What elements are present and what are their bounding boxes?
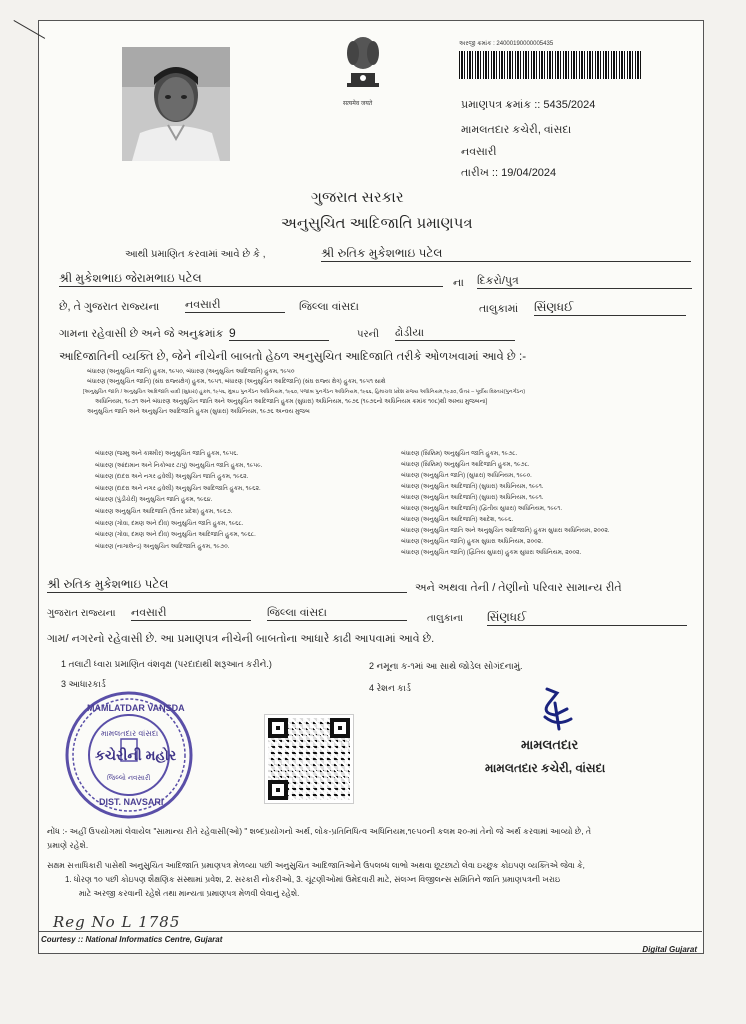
basis-item: 2 નમૂના ક-૧માં આ સાથે જોડેલ સોગંદનામું. [369, 661, 523, 671]
certificate-page [38, 20, 704, 954]
village-line: ગામ/ નગરનો રહેવાસી છે. આ પ્રમાણપત્ર નીચેની બાબતોના આધારે કાઢી આપવામાં આવે છે. [47, 633, 435, 645]
order-line: [અનુસુચિત જાતિ / અનુસુચિત આદિજાતિ યાદી (સુધારા) હુકમ, ૧૯૫૬, મુંબઇ પુનર્ગઠન અધિનિયમ, ૧૯૬૦, પંજાબ પુનર્ગઠન અધિનિયમ, ૧૯૬૬, હિમાચલ પ્રદેશ રાજ્ય અધિનિયમ,૧૯૭૦, ઉત્તર – પૂર્વીય વિસ્તાર(પુનર્ગઠન) [83, 389, 526, 395]
orders-block [83, 367, 687, 417]
residence-taluka: સિંણધઈ [487, 610, 687, 626]
basis-item: 4 રેશન કાર્ડ [369, 683, 411, 693]
certificate-title: અનુસુચિત આદિજાતિ પ્રમાણપત્ર [281, 215, 473, 232]
order-item: બંધારણ (અનુસુચિત આદિજાતિ) (દ્વિતીય સુધારા) અધિનિયમ, ૧૯૯૧. [401, 506, 563, 512]
order-item: બંધારણ (દાદરા અને નગર હવેલી) અનુસુચિત આદિજાતિ હુકમ, ૧૯૬૨. [95, 485, 261, 492]
order-item: બંધારણ (જમ્મુ અને કાશ્મીર) અનુસુચિત જાતિ હુકમ, ૧૯૫૬. [95, 451, 239, 457]
relation: દિકરો/પુત્ર [477, 275, 692, 289]
residence-state: ગુજરાત રાજ્યના [47, 608, 116, 619]
family-text: અને અથવા તેની / તેણીનો પરિવાર સામાન્ય રીતે [415, 582, 622, 594]
order-item: બંધારણ (અનુસુચિત જાતિ) (દ્વિતિય સુધારા) હુકમ સુધારા અધિનિયમ, ૨૦૦૨. [401, 550, 582, 556]
handwritten-registration: Reg No L 1785 [53, 913, 181, 931]
order-item: બંધારણ (અનુસુચિત જાતિ અને અનુસુચિત આદિજાતિ) હુકમ સુધારા અધિનિયમ, ૨૦૦૨. [401, 528, 610, 534]
signature-title: મામલતદાર [521, 737, 579, 752]
of-text: ના [453, 277, 464, 289]
footer-courtesy: Courtesy :: National Informatics Centre, Gujarat [41, 935, 223, 944]
issuing-district: નવસારી [461, 146, 497, 158]
national-emblem-icon [341, 29, 385, 99]
footer-divider [39, 931, 702, 932]
tribe-name: ઢોડીયા [395, 327, 515, 341]
government-title: ગુજરાત સરકાર [311, 189, 404, 206]
order-item: બંધારણ (પુંડીચેરી) અનુસુચિત જાતિ હુકમ, ૧૯૬૪. [95, 497, 213, 504]
of-label: પરની [357, 329, 379, 340]
order-line: અનુસુચિત જાતિ અને અનુસુચિત આદિજાતિ હુકમ (સુધારા) અધિનિયમ, ૧૯૭૬ અન્વય મુજબ [87, 409, 310, 415]
taluka-label: તાલુકામાં [479, 303, 519, 315]
certificate-number: પ્રમાણપત્ર ક્રમાંક :: 5435/2024 [461, 99, 596, 111]
footer-digital: Digital Gujarat [642, 945, 697, 954]
order-item: બંધારણ (અનુસુચિત જાતિ) (સુધારા) અધિનિયમ, ૧૯૯૦. [401, 473, 532, 479]
order-item: બંધારણ (અનુસુચિત આદિજાતિ) (સુધારા) અધિનિયમ, ૧૯૯૧. [401, 484, 544, 490]
order-item: બંધારણ (સિક્કિમ) અનુસુચિત આદિજાતિ હુકમ, ૧૯૭૮. [401, 462, 530, 468]
note-line2: પ્રમાણે રહેશે. [47, 841, 89, 850]
order-item: બંધારણ (અનુસુચિત જાતિ) હુકમ સુધારા અધિનિયમ, ૨૦૦૨. [401, 539, 543, 545]
basis-item: 3 આધારકાર્ડ [61, 679, 106, 689]
seal-inner-line3: જિલ્લો નવસારી [107, 775, 151, 782]
residence-district: નવસારી [131, 607, 251, 621]
orders-list-left [95, 449, 375, 553]
father-name: શ્રી મુકેશભાઇ જેરામભાઇ પટેલ [59, 271, 443, 287]
resident-name: શ્રી રુતિક મુકેશભાઇ પટેલ [47, 577, 407, 593]
order-line: બંધારણ (અનુસુચિત જાતિ) (સંઘ રાજ્યક્ષેત્ર) હુકમ, ૧૯૫૧, બંધારણ (અનુસુચિત આદિજાતિ) (સંઘ રાજ્ય ક્ષેત્ર) હુકમ, ૧૯૫૧ સાથે [87, 379, 386, 385]
application-barcode [459, 51, 641, 79]
residence-taluka-label: તાલુકાના [427, 613, 464, 624]
issue-date: તારીખ :: 19/04/2024 [461, 167, 557, 179]
signature-office: મામલતદાર કચેરી, વાંસદા [485, 761, 606, 775]
note-para2: 1. ધોરણ ૧૦ પછી કોઇપણ શૈક્ષણિક સંસ્થામાં પ્રવેશ, 2. સરકારી નોકરીઓ, 3. ચૂંટણીઓમાં ઉમેદવારી માટે, સંલગ્ન વિજીલન્સ સમિતિને જાતિ પ્રમાણપત્રની ખરાઇ [65, 875, 561, 884]
order-item: બંધારણ (ગોવા, દમણ અને દીવ) અનુસુચિત જાતિ હુકમ, ૧૯૬૮. [95, 520, 244, 527]
order-line: બંધારણ (અનુસુચિત જાતિ) હુકમ, ૧૯૫૦, બંધારણ (અનુસુચિત આદિજાતિ) હુકમ, ૧૯૫૦ [87, 369, 295, 375]
order-item: બંધારણ (નાગાલેન્ડ) અનુસુચિત આદિજાતિ હુકમ, ૧૯૭૦. [95, 543, 230, 550]
applicant-photo [122, 47, 230, 161]
order-item: બંધારણ અનુસુચિત આદિજાતિ (ઉત્તર પ્રદેશ) હુકમ, ૧૯૬૭. [95, 508, 233, 515]
order-item: બંધારણ (અનુસુચિત આદિજાતિ) આદેશ, ૧૯૯૬. [401, 517, 514, 523]
emblem-motto: सत्यमेव जयते [343, 101, 373, 107]
person-photo-icon [122, 47, 230, 161]
issuing-office: મામલતદાર કચેરી, વાંસદા [461, 124, 572, 136]
verification-qr-code [265, 715, 353, 803]
official-seal [63, 689, 195, 821]
basis-item: 1 તલાટી ધ્વારા પ્રમાણિત વંશવૃક્ષ (પરદાદાથી શરૂઆત કરીને.) [61, 659, 272, 669]
residence-district-label: જિલ્લા વાંસદા [267, 607, 407, 621]
village-prefix: ગામના રહેવાસી છે અને જે અનુક્રમાંક [59, 328, 224, 340]
order-item: બંધારણ (આંદામાન અને નિકોબાર ટાપુ) અનુસુચિત જાતિ હુકમ, ૧૯૫૯. [95, 462, 263, 469]
note-para1: સક્ષમ સત્તાધિકારી પાસેથી અનુસુચિત આદિજાતિ પ્રમાણપત્ર મેળવ્યા પછી અનુસુચિત આદિજાતિઓને ઉપલબ્ધ લાભો અથવા છૂટછાટો લેવા ઇચ્છુક કોઇપણ વ્યક્તિએ જેવા કે, [47, 861, 585, 870]
district-value: નવસારી [185, 299, 285, 313]
order-item: બંધારણ (અનુસુચિત આદિજાતિ) (સુધારા) અધિનિયમ, ૧૯૯૧. [401, 495, 544, 501]
state-prefix: છે, તે ગુજરાત રાજ્યના [59, 301, 160, 313]
note-para3: માટે અરજી કરવાની રહેશે તથા માન્યતા પ્રમાણપત્ર મેળવી લેવાનું રહેશે. [79, 889, 300, 898]
seal-inner-line1: મામલતદાર વાંસદા [101, 729, 159, 738]
note-line1: નોંધ :- અહીં ઉપયોગમાં લેવાયેલ "સામાન્ય રીતે રહેવાસી(ઓ) " શબ્દપ્રયોગનો અર્થ, લોક-પ્રતિનિધિત્વ અધિનિયમ,૧૯૫૦ની કલમ ૨૦-માં તેનો જે અર્થ કરવામાં આવ્યો છે, તે [47, 827, 592, 836]
orders-list-right [401, 449, 691, 559]
taluka-value: સિંણધઈ [534, 300, 686, 316]
seal-inner-line2: કચેરીની મહોર [95, 747, 177, 763]
certify-text: આથી પ્રમાણિત કરવામાં આવે છે કે , [125, 249, 266, 260]
order-item: બંધારણ (દાદરા અને નગર હવેલી) અનુસુચિત જાતિ હુકમ, ૧૯૬૨. [95, 474, 249, 481]
applicant-name: શ્રી રુતિક મુકેશભાઇ પટેલ [321, 246, 691, 262]
district-label: જિલ્લા વાંસદા [299, 301, 359, 313]
signature-icon [527, 685, 587, 735]
application-number: અરજી ક્રમાંક : 24000190000005435 [459, 41, 554, 47]
seal-bottom-text: DIST. NAVSARI [99, 797, 164, 807]
order-item: બંધારણ (સિક્કિમ) અનુસુચિત જાતિ હુકમ, ૧૯૭૮. [401, 451, 518, 457]
order-item: બંધારણ (ગોવા, દમણ અને દીવ) અનુસુચિત આદિજાતિ હુકમ, ૧૯૬૮. [95, 532, 256, 539]
order-line: અધિનિયમ, ૧૯૭૧ અને બંધારણ અનુસુચિત જાતિ અને અનુસુચિત આદિજાતિ હુકમ (સુધારા) અધિનિયમ, ૧૯૭૬ (૧૯૭૬નો અધિનિયમ ક્રમાંક ૧૦૮)થી અમ્યા મુજબના] [95, 399, 488, 405]
tribe-line: આદિજાતિની વ્યક્તિ છે, જેને નીચેની બાબતો હેઠળ અનુસુચિત આદિજાતિ તરીકે ઓળખવામાં આવે છે :- [59, 351, 527, 363]
seal-top-text: MAMLATDAR VANSDA [87, 703, 185, 713]
serial-number: 9 [229, 326, 329, 341]
